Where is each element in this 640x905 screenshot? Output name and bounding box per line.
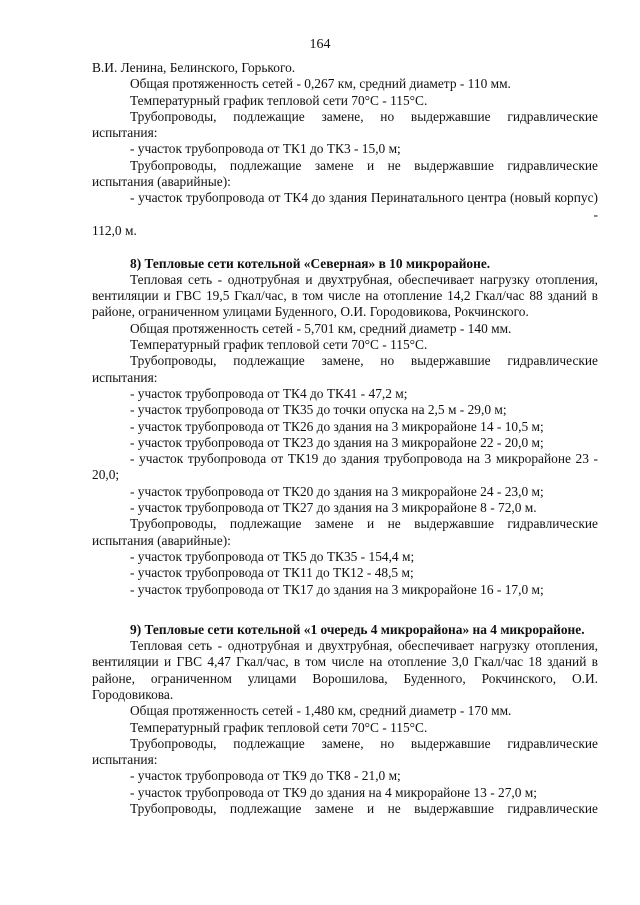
list-item: - участок трубопровода от ТК4 до ТК41 - 47,2 м; bbox=[130, 385, 408, 401]
list-item: - участок трубопровода от ТК20 до здания на 3 микрорайоне 24 - 23,0 м; bbox=[130, 483, 544, 499]
list-item: - участок трубопровода от ТК26 до здания на 3 микрорайоне 14 - 10,5 м; bbox=[130, 418, 544, 434]
list-item: - участок трубопровода от ТК35 до точки опуска на 2,5 м - 29,0 м; bbox=[130, 402, 507, 418]
paragraph: Температурный график тепловой сети 70°C - 115°C. bbox=[130, 337, 428, 353]
list-item: - участок трубопровода от ТК11 до ТК12 - 48,5 м; bbox=[130, 565, 414, 581]
paragraph: Тепловая сеть - однотрубная и двухтрубная, обеспечивает нагрузку отопления, вентиляции и ГВС 19,5 Гкал/час, в том числе на отопление 14,2 Гкал/час 88 зданий в районе, ограниченном улицами Буденного, О.И. Городовикова, Рокчинского. bbox=[92, 271, 598, 320]
paragraph: Общая протяженность сетей - 5,701 км, средний диаметр - 140 мм. bbox=[130, 320, 512, 336]
list-item: - участок трубопровода от ТК19 до здания трубопровода на 3 микрорайоне 23 - 20,0; bbox=[92, 451, 598, 483]
list-item: - участок трубопровода от ТК9 до ТК8 - 21,0 м; bbox=[130, 768, 401, 784]
paragraph: Трубопроводы, подлежащие замене, но выдержавшие гидравлические испытания: bbox=[92, 108, 598, 141]
list-item: - участок трубопровода от ТК5 до ТК35 - 154,4 м; bbox=[130, 548, 415, 564]
paragraph: Трубопроводы, подлежащие замене, но выдержавшие гидравлические испытания: bbox=[92, 735, 598, 768]
list-item: - участок трубопровода от ТК1 до ТК3 - 15,0 м; bbox=[130, 141, 401, 157]
list-item: - участок трубопровода от ТК9 до здания на 4 микрорайоне 13 - 27,0 м; bbox=[130, 784, 537, 800]
paragraph: Трубопроводы, подлежащие замене и не выдержавшие гидравлические испытания (аварийные): bbox=[92, 157, 598, 190]
list-item: - участок трубопровода от ТК23 до здания на 3 микрорайоне 22 - 20,0 м; bbox=[130, 434, 544, 450]
list-item: - участок трубопровода от ТК27 до здания на 3 микрорайоне 8 - 72,0 м. bbox=[130, 500, 537, 516]
paragraph: Температурный график тепловой сети 70°C - 115°C. bbox=[130, 719, 428, 735]
list-item: - участок трубопровода от ТК4 до здания Перинатального центра (новый корпус) bbox=[130, 190, 598, 206]
paragraph: Температурный график тепловой сети 70°C - 115°C. bbox=[130, 92, 428, 108]
section-heading-8: 8) Тепловые сети котельной «Северная» в 10 микрорайоне. bbox=[130, 255, 491, 271]
paragraph: В.И. Ленина, Белинского, Горького. bbox=[92, 60, 296, 75]
paragraph: Тепловая сеть - однотрубная и двухтрубная, обеспечивает нагрузку отопления, вентиляции и ГВС 4,47 Гкал/час, в том числе на отопление 3,0 Гкал/час 18 зданий в районе, ограниченном улицами Ворошилова, Буденного, Рокчинского, О.И. Городовикова. bbox=[92, 638, 598, 702]
list-item-continuation: 112,0 м. bbox=[92, 222, 137, 238]
paragraph: Трубопроводы, подлежащие замене и не выдержавшие гидравлические испытания (аварийные): bbox=[92, 516, 598, 548]
section-heading-9: 9) Тепловые сети котельной «1 очередь 4 микрорайона» на 4 микрорайоне. bbox=[130, 621, 585, 637]
paragraph: Трубопроводы, подлежащие замене и не выдержавшие гидравлические bbox=[130, 801, 598, 817]
list-item-dash: - bbox=[593, 206, 598, 222]
paragraph: Общая протяженность сетей - 0,267 км, средний диаметр - 110 мм. bbox=[130, 76, 511, 92]
paragraph: Общая протяженность сетей - 1,480 км, средний диаметр - 170 мм. bbox=[130, 703, 512, 719]
list-item: - участок трубопровода от ТК17 до здания на 3 микрорайоне 16 - 17,0 м; bbox=[130, 581, 544, 597]
page-number: 164 bbox=[309, 37, 331, 52]
paragraph: Трубопроводы, подлежащие замене, но выдержавшие гидравлические испытания: bbox=[92, 353, 598, 385]
document-body bbox=[92, 60, 598, 817]
